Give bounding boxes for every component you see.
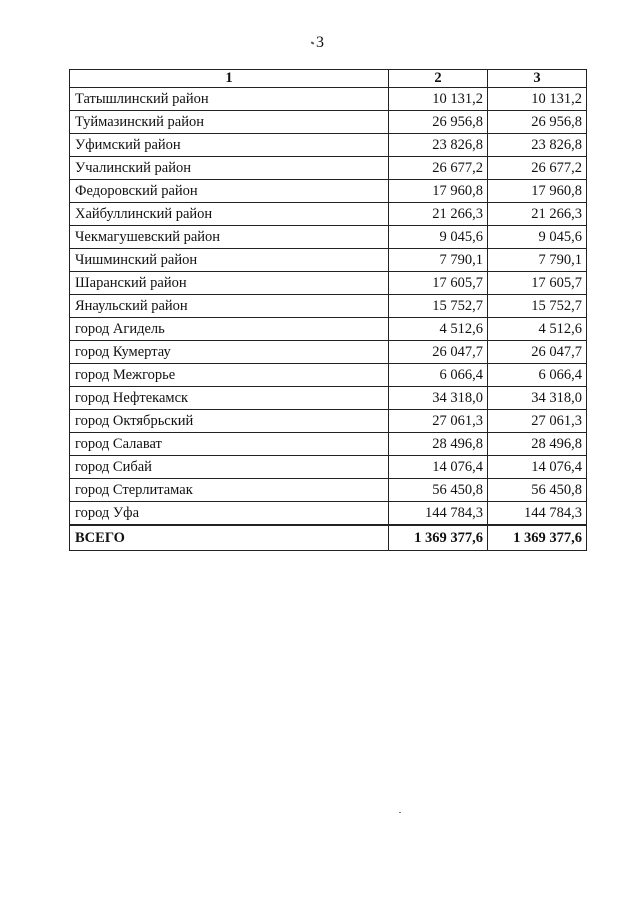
row-value-col3: 6 066,4 bbox=[488, 364, 587, 387]
row-value-col2: 9 045,6 bbox=[389, 226, 488, 249]
row-value-col2: 10 131,2 bbox=[389, 88, 488, 111]
row-value-col3: 7 790,1 bbox=[488, 249, 587, 272]
scan-speck bbox=[399, 812, 401, 813]
row-value-col3: 28 496,8 bbox=[488, 433, 587, 456]
row-value-col2: 7 790,1 bbox=[389, 249, 488, 272]
table-row bbox=[70, 134, 587, 157]
row-name: Чекмагушевский район bbox=[70, 226, 389, 249]
table-row bbox=[70, 157, 587, 180]
table-row bbox=[70, 295, 587, 318]
row-value-col3: 17 605,7 bbox=[488, 272, 587, 295]
row-name: город Уфа bbox=[70, 502, 389, 526]
row-value-col3: 17 960,8 bbox=[488, 180, 587, 203]
row-value-col3: 10 131,2 bbox=[488, 88, 587, 111]
row-value-col2: 26 677,2 bbox=[389, 157, 488, 180]
row-name: Хайбуллинский район bbox=[70, 203, 389, 226]
row-value-col3: 144 784,3 bbox=[488, 502, 587, 526]
row-value-col3: 56 450,8 bbox=[488, 479, 587, 502]
row-value-col2: 21 266,3 bbox=[389, 203, 488, 226]
row-name: город Агидель bbox=[70, 318, 389, 341]
row-value-col2: 56 450,8 bbox=[389, 479, 488, 502]
header-col-3: 3 bbox=[488, 70, 587, 88]
table-row bbox=[70, 111, 587, 134]
row-name: Туймазинский район bbox=[70, 111, 389, 134]
table-row bbox=[70, 272, 587, 295]
row-value-col3: 14 076,4 bbox=[488, 456, 587, 479]
row-value-col2: 144 784,3 bbox=[389, 502, 488, 526]
row-value-col2: 17 960,8 bbox=[389, 180, 488, 203]
row-value-col2: 15 752,7 bbox=[389, 295, 488, 318]
table-row bbox=[70, 433, 587, 456]
row-name: город Межгорье bbox=[70, 364, 389, 387]
row-name: город Сибай bbox=[70, 456, 389, 479]
header-row bbox=[70, 70, 587, 88]
row-value-col3: 26 956,8 bbox=[488, 111, 587, 134]
row-name: Чишминский район bbox=[70, 249, 389, 272]
total-label: ВСЕГО bbox=[70, 525, 389, 551]
table-row bbox=[70, 479, 587, 502]
row-name: Федоровский район bbox=[70, 180, 389, 203]
row-name: Янаульский район bbox=[70, 295, 389, 318]
row-value-col2: 17 605,7 bbox=[389, 272, 488, 295]
row-name: Уфимский район bbox=[70, 134, 389, 157]
total-value-col3: 1 369 377,6 bbox=[488, 525, 587, 551]
table-row bbox=[70, 88, 587, 111]
row-name: Учалинский район bbox=[70, 157, 389, 180]
table-row bbox=[70, 456, 587, 479]
row-name: город Кумертау bbox=[70, 341, 389, 364]
row-value-col2: 6 066,4 bbox=[389, 364, 488, 387]
table-row bbox=[70, 249, 587, 272]
row-value-col2: 34 318,0 bbox=[389, 387, 488, 410]
row-value-col3: 27 061,3 bbox=[488, 410, 587, 433]
total-value-col2: 1 369 377,6 bbox=[389, 525, 488, 551]
header-col-1: 1 bbox=[70, 70, 389, 88]
row-name: город Нефтекамск bbox=[70, 387, 389, 410]
table-row bbox=[70, 364, 587, 387]
row-value-col3: 26 677,2 bbox=[488, 157, 587, 180]
row-name: город Салават bbox=[70, 433, 389, 456]
row-value-col2: 28 496,8 bbox=[389, 433, 488, 456]
row-value-col3: 34 318,0 bbox=[488, 387, 587, 410]
table-row bbox=[70, 226, 587, 249]
header-col-2: 2 bbox=[389, 70, 488, 88]
row-value-col3: 4 512,6 bbox=[488, 318, 587, 341]
data-table bbox=[69, 69, 587, 551]
table-row bbox=[70, 180, 587, 203]
row-value-col2: 27 061,3 bbox=[389, 410, 488, 433]
row-value-col2: 4 512,6 bbox=[389, 318, 488, 341]
total-row bbox=[70, 525, 587, 551]
row-value-col3: 26 047,7 bbox=[488, 341, 587, 364]
row-value-col3: 9 045,6 bbox=[488, 226, 587, 249]
row-value-col2: 26 047,7 bbox=[389, 341, 488, 364]
row-name: город Октябрьский bbox=[70, 410, 389, 433]
row-name: Шаранский район bbox=[70, 272, 389, 295]
row-value-col3: 21 266,3 bbox=[488, 203, 587, 226]
page-number: 3 bbox=[316, 34, 324, 51]
row-value-col2: 23 826,8 bbox=[389, 134, 488, 157]
table-row bbox=[70, 318, 587, 341]
table-row bbox=[70, 387, 587, 410]
table-row bbox=[70, 410, 587, 433]
row-name: город Стерлитамак bbox=[70, 479, 389, 502]
row-value-col2: 14 076,4 bbox=[389, 456, 488, 479]
row-value-col2: 26 956,8 bbox=[389, 111, 488, 134]
row-name: Татышлинский район bbox=[70, 88, 389, 111]
row-value-col3: 23 826,8 bbox=[488, 134, 587, 157]
table-row bbox=[70, 502, 587, 526]
table-row bbox=[70, 203, 587, 226]
table-row bbox=[70, 341, 587, 364]
row-value-col3: 15 752,7 bbox=[488, 295, 587, 318]
